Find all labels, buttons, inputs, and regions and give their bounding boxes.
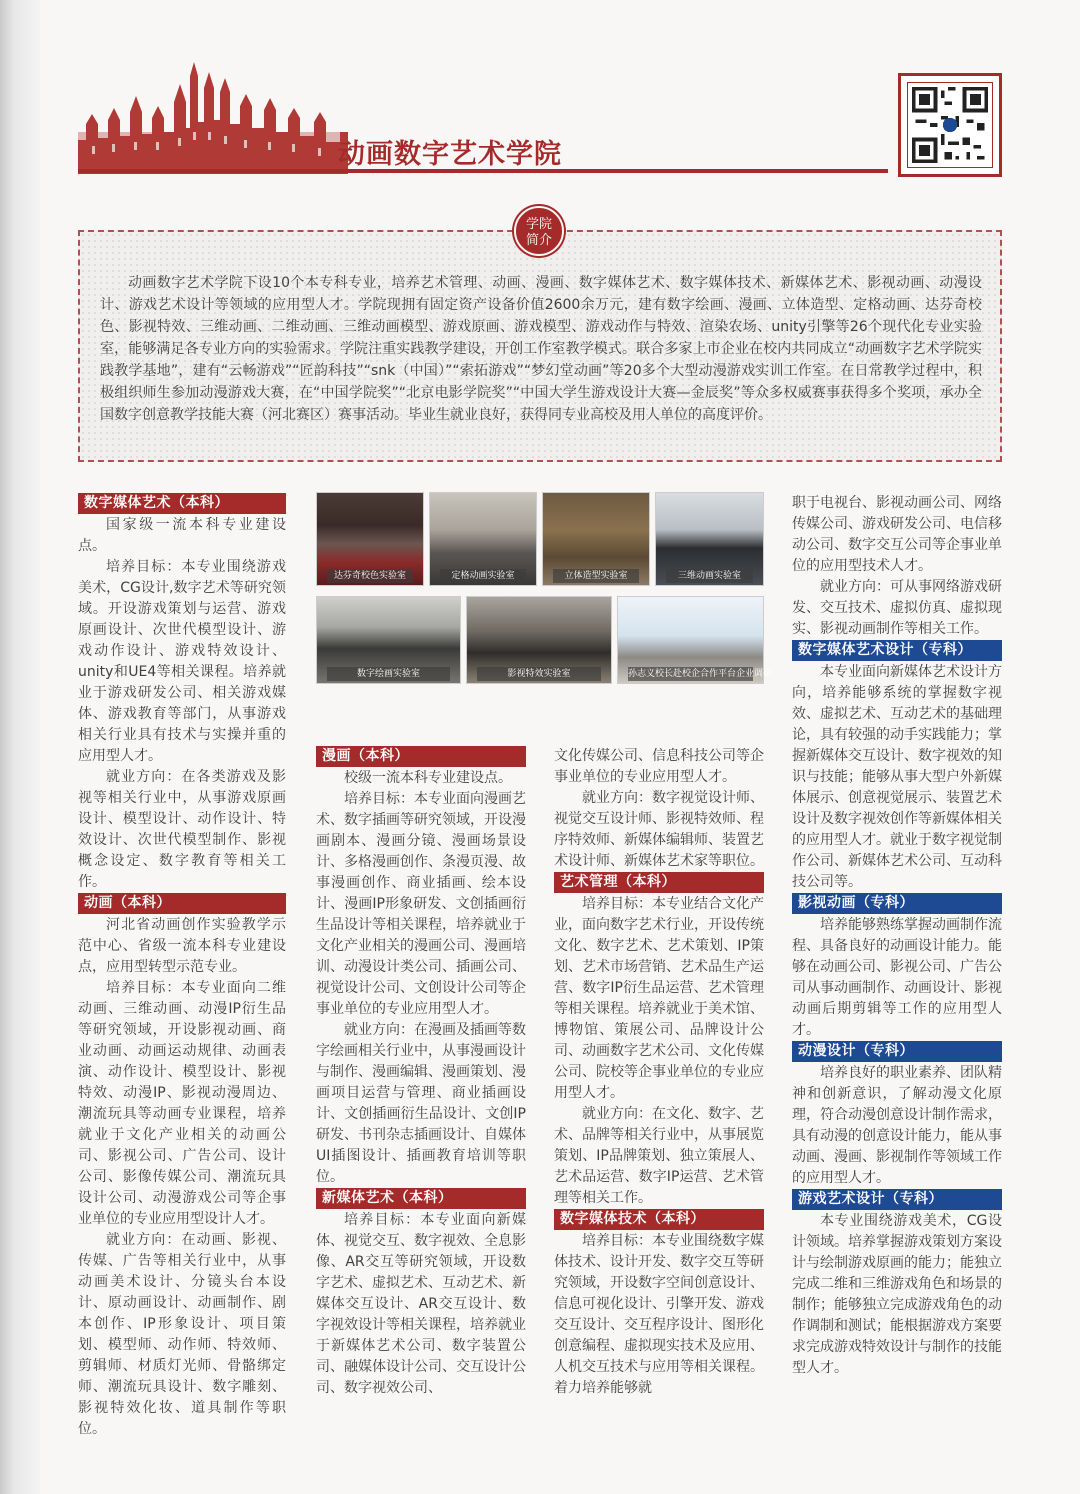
paragraph: 就业方向：在漫画及插画等数字绘画相关行业中，从事漫画设计与制作、漫画编辑、漫画策划、漫画项目运营与管理、商业插画设计、文创插画衍生品设计、文创IP研发、书刊杂志插画设计、自媒体UI插图设计、插画教育培训等职位。 — [316, 1022, 526, 1185]
section-header-film-animation: 影视动画（专科） — [792, 893, 1002, 914]
page-title: 动画数字艺术学院 — [338, 139, 562, 170]
section-header-digital-media-tech: 数字媒体技术（本科） — [554, 1209, 764, 1230]
paragraph: 职于电视台、影视动画公司、网络传媒公司、游戏研发公司、电信移动公司、数字交互公司等企事业单位的应用型技术人才。 — [792, 495, 1002, 574]
section-header-animation: 动画（本科） — [78, 893, 286, 914]
column-3 — [554, 746, 764, 1399]
column-1 — [78, 493, 286, 1440]
paragraph: 培养目标：本专业面向新媒体、视觉交互、数字视效、全息影像、AR交互等研究领域，开设数字艺术、虚拟艺术、互动艺术、新媒体交互设计、AR交互设计、数字视效设计等相关课程，培养就业于新媒体艺术公司、数字装置公司、融媒体设计公司、交互设计公司、数字视效公司、 — [316, 1212, 526, 1396]
photo-grid — [316, 492, 773, 684]
qr-code-icon — [912, 87, 988, 163]
paragraph: 就业方向：在文化、数字、艺术、品牌等相关行业中，从事展览策划、IP品牌策划、独立策展人、艺术品运营、数字IP运营、艺术管理等相关工作。 — [554, 1106, 764, 1206]
paragraph: 河北省动画创作实验教学示范中心、省级一流本科专业建设点，应用型转型示范专业。 — [78, 917, 286, 975]
section-header-digital-media-art: 数字媒体艺术（本科） — [78, 493, 286, 514]
paragraph: 培养良好的职业素养、团队精神和创新意识，了解动漫文化原理，符合动漫创意设计制作需求，具有动漫的创意设计能力，能从事动画、漫画、影视制作等领域工作的应用型人才。 — [792, 1065, 1002, 1186]
qr-code[interactable] — [898, 73, 1002, 177]
paragraph: 本专业围绕游戏美术，CG设计领域。培养掌握游戏策划方案设计与绘制游戏原画的能力；能独立完成二维和三维游戏角色和场景的制作；能够独立完成游戏角色的动作调制和测试；能根据游戏方案要求完成游戏特效设计与制作的技能型人才。 — [792, 1213, 1002, 1376]
intro-text: 动画数字艺术学院下设10个本专科专业，培养艺术管理、动画、漫画、数字媒体艺术、数字媒体技术、新媒体艺术、影视动画、动漫设计、游戏艺术设计等领域的应用型人才。学院现拥有固定资产设备价值2600余万元，建有数字绘画、漫画、立体造型、定格动画、达芬奇校色、影视特效、三维动画、二维动画、三维动画模型、游戏原画、游戏模型、游戏动作与特效、渲染农场、unity引擎等26个现代化专业实验室，能够满足各专业方向的实验需求。学院注重实践教学建设，开创工作室教学模式。联合多家上市企业在校内共同成立“动画数字艺术学院实践教学基地”，建有“云畅游戏”“匠韵科技”“snk（中国）”“索拓游戏”“梦幻堂动画”等20多个大型动漫游戏实训工作室。在日常教学过程中，积极组织师生参加动漫游戏大赛，在“中国学院奖”“北京电影学院奖”“中国大学生游戏设计大赛—金辰奖”等众多权威赛事获得多个奖项，承办全国数字创意教学技能大赛（河北赛区）赛事活动。毕业生就业良好，获得同专业高校及用人单位的高度评价。 — [100, 275, 982, 423]
paragraph: 国家级一流本科专业建设点。 — [78, 517, 286, 554]
lab-photo — [655, 492, 764, 586]
paragraph: 就业方向：在各类游戏及影视等相关行业中，从事游戏原画设计、模型设计、动作设计、特效设计、次世代模型制作、影视概念设定、数字教育等相关工作。 — [78, 769, 286, 890]
paragraph: 培养目标：本专业结合文化产业，面向数字艺术行业，开设传统文化、数字艺术、艺术策划、IP策划、艺术市场营销、艺术品生产运营、数字IP衍生品运营、艺术管理等相关课程。培养就业于美术馆、博物馆、策展公司、品牌设计公司、动画数字艺术公司、文化传媒公司、院校等企事业单位的专业应用型人才。 — [554, 896, 764, 1101]
lab-photo — [466, 596, 612, 684]
lab-photo — [542, 492, 650, 586]
section-header-arts-management: 艺术管理（本科） — [554, 872, 764, 893]
paragraph: 校级一流本科专业建设点。 — [344, 770, 512, 786]
photo-caption: 达芬奇校色实验室 — [327, 569, 413, 583]
paragraph: 培养目标：本专业围绕数字媒体技术、设计开发、数字交互等研究领域，开设数字空间创意设计、信息可视化设计、引擎开发、游戏交互设计、交互程序设计、图形化创意编程、虚拟现实技术及应用、人机交互技术与应用等相关课程。着力培养能够就 — [554, 1233, 764, 1396]
column-2 — [316, 746, 526, 1399]
lab-photo — [316, 596, 461, 684]
paragraph: 就业方向：数字视觉设计师、视觉交互设计师、影视特效师、程序特效师、新媒体编辑师、装置艺术设计师、新媒体艺术家等职位。 — [554, 790, 764, 869]
section-header-new-media-art: 新媒体艺术（本科） — [316, 1188, 526, 1209]
photo-caption: 孙志义校长赴校企合作平台企业调研 — [628, 669, 773, 679]
paragraph: 就业方向：在动画、影视、传媒、广告等相关行业中，从事动画美术设计、分镜头台本设计、原动画设计、动画制作、剧本创作、IP形象设计、项目策划、模型师、动作师、特效师、剪辑师、材质灯光师、骨骼绑定师、潮流玩具设计、数字雕刻、影视特效化妆、道具制作等职位。 — [78, 1232, 286, 1437]
photo-caption: 影视特效实验室 — [477, 667, 601, 681]
paragraph: 本专业面向新媒体艺术设计方向，培养能够系统的掌握数字视效、虚拟艺术、互动艺术的基础理论，具有较强的动手实践能力；掌握新媒体交互设计、数字视效的知识与技能；能够从事大型户外新媒体展示、创意视觉展示、装置艺术设计及数字视效创作等新媒体相关的应用型人才。就业于数字视觉制作公司、新媒体艺术公司、互动科技公司等。 — [792, 664, 1002, 890]
castle-skyline-icon — [78, 62, 348, 174]
intro-badge-line1: 学院 — [525, 217, 552, 232]
intro-badge-line2: 简介 — [525, 233, 552, 248]
photo-caption: 数字绘画实验室 — [327, 667, 450, 681]
intro-badge — [514, 206, 564, 256]
paragraph: 培养目标：本专业面向二维动画、三维动画、动漫IP衍生品等研究领域，开设影视动画、商业动画、动画运动规律、动画表演、动作设计、模型设计、影视特效、动漫IP、影视动漫周边、潮流玩具等动画专业课程，培养就业于文化产业相关的动画公司、影视公司、广告公司、设计公司、影像传媒公司、潮流玩具设计公司、动漫游戏公司等企事业单位的专业应用型设计人才。 — [78, 980, 286, 1227]
section-header-comics: 漫画（本科） — [316, 746, 526, 767]
photo-caption: 三维动画实验室 — [666, 569, 753, 583]
paragraph: 培养能够熟练掌握动画制作流程、具备良好的动画设计能力。能够在动画公司、影视公司、广告公司从事动画制作、动画设计、影视动画后期剪辑等工作的应用型人才。 — [792, 917, 1002, 1038]
paragraph: 文化传媒公司、信息科技公司等企事业单位的专业应用型人才。 — [554, 748, 764, 785]
lab-photo — [429, 492, 537, 586]
paragraph: 培养目标：本专业围绕游戏美术，CG设计,数字艺术等研究领域。开设游戏策划与运营、游戏原画设计、次世代模型设计、游戏动作设计、游戏特效设计、unity和UE4等相关课程。培养就业于游戏研发公司、相关游戏媒体、游戏教育等部门，从事游戏相关行业具有技术与实操并重的应用型人才。 — [78, 559, 286, 764]
section-header-digital-media-art-design: 数字媒体艺术设计（专科） — [792, 640, 1002, 661]
paragraph: 培养目标：本专业面向漫画艺术、数字插画等研究领域，开设漫画剧本、漫画分镜、漫画场景设计、多格漫画创作、条漫页漫、故事漫画创作、商业插画、绘本设计、漫画IP形象研发、文创插画衍生品设计等相关课程，培养就业于文化产业相关的漫画公司、漫画培训、动漫设计类公司、插画公司、视觉设计公司、文创设计公司等企事业单位的专业应用型人才。 — [316, 791, 526, 1017]
photo-caption: 立体造型实验室 — [553, 569, 639, 583]
photo-caption: 定格动画实验室 — [440, 569, 526, 583]
column-4 — [792, 493, 1002, 1379]
paragraph: 就业方向：可从事网络游戏研发、交互技术、虚拟仿真、虚拟现实、影视动画制作等相关工作。 — [792, 579, 1002, 637]
section-header-anime-design: 动漫设计（专科） — [792, 1041, 1002, 1062]
lab-photo — [617, 596, 773, 684]
section-header-game-art-design: 游戏艺术设计（专科） — [792, 1189, 1002, 1210]
lab-photo — [316, 492, 424, 586]
